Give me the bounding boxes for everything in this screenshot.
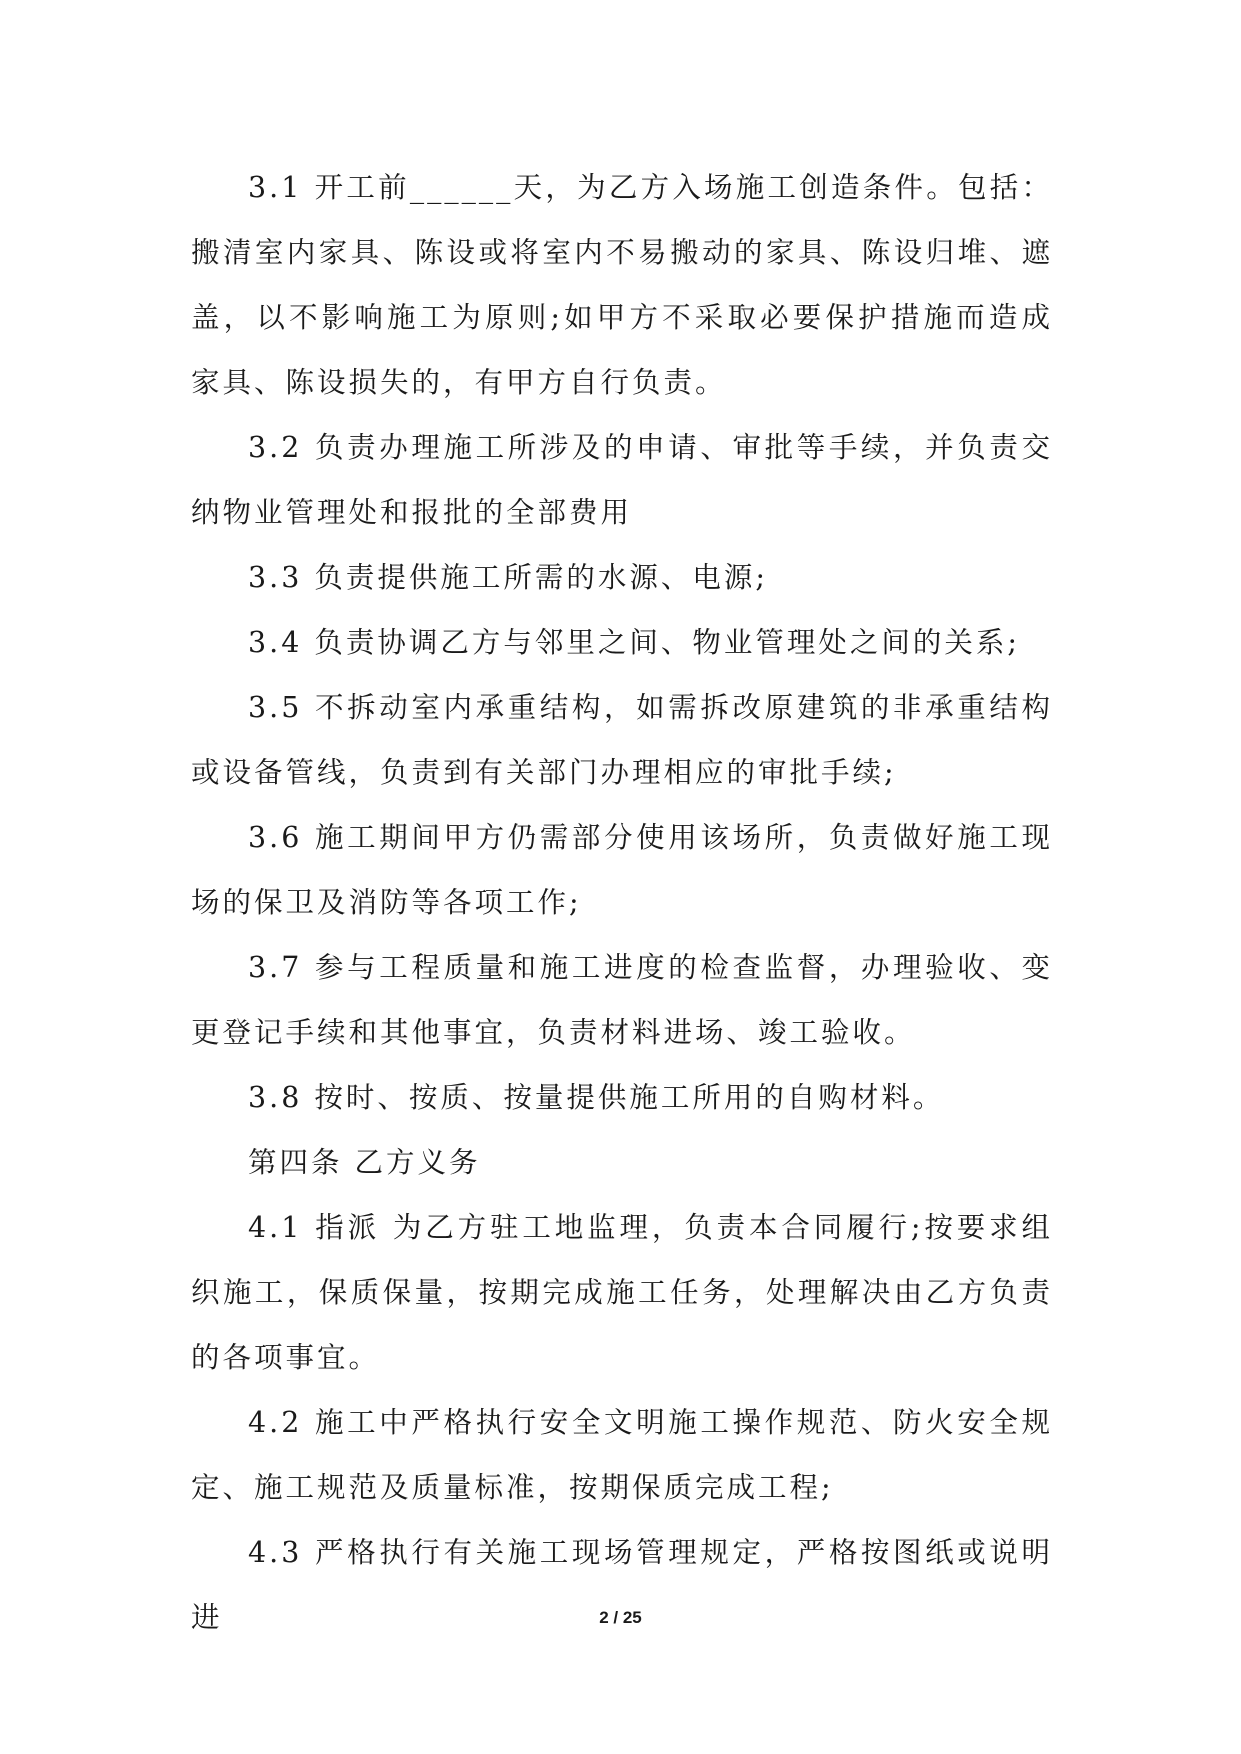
clause-3-3: 3.3 负责提供施工所需的水源、电源;: [248, 561, 768, 594]
clause-3-7: 3.7 参与工程质量和施工进度的检查监督，办理验收、变更登记手续和其他事宜，负责材料进场、竣工验收。: [191, 951, 1053, 1049]
clause-4-3: 4.3 严格执行有关施工现场管理规定，严格按图纸或说明进: [191, 1536, 1053, 1634]
clause-3-4: 3.4 负责协调乙方与邻里之间、物业管理处之间的关系;: [248, 626, 1020, 659]
clause-3-1: 3.1 开工前______天，为乙方入场施工创造条件。包括：搬清室内家具、陈设或将室内不易搬动的家具、陈设归堆、遮盖，以不影响施工为原则;如甲方不采取必要保护措施而造成家具、陈设损失的，有甲方自行负责。: [191, 171, 1053, 399]
clause-3-6: 3.6 施工期间甲方仍需部分使用该场所，负责做好施工现场的保卫及消防等各项工作;: [191, 821, 1053, 919]
article-4-heading: 第四条 乙方义务: [248, 1146, 481, 1179]
clause-4-1: 4.1 指派 为乙方驻工地监理，负责本合同履行;按要求组织施工，保质保量，按期完成施工任务，处理解决由乙方负责的各项事宜。: [191, 1211, 1053, 1374]
clause-3-2: 3.2 负责办理施工所涉及的申请、审批等手续，并负责交纳物业管理处和报批的全部费用: [191, 431, 1053, 529]
page-number: 2 / 25: [599, 1608, 642, 1627]
clause-4-2: 4.2 施工中严格执行安全文明施工操作规范、防火安全规定、施工规范及质量标准，按期保质完成工程;: [191, 1406, 1053, 1504]
document-body: [191, 155, 1053, 1650]
clause-3-5: 3.5 不拆动室内承重结构，如需拆改原建筑的非承重结构或设备管线，负责到有关部门办理相应的审批手续;: [191, 691, 1053, 789]
clause-3-8: 3.8 按时、按质、按量提供施工所用的自购材料。: [248, 1081, 945, 1114]
